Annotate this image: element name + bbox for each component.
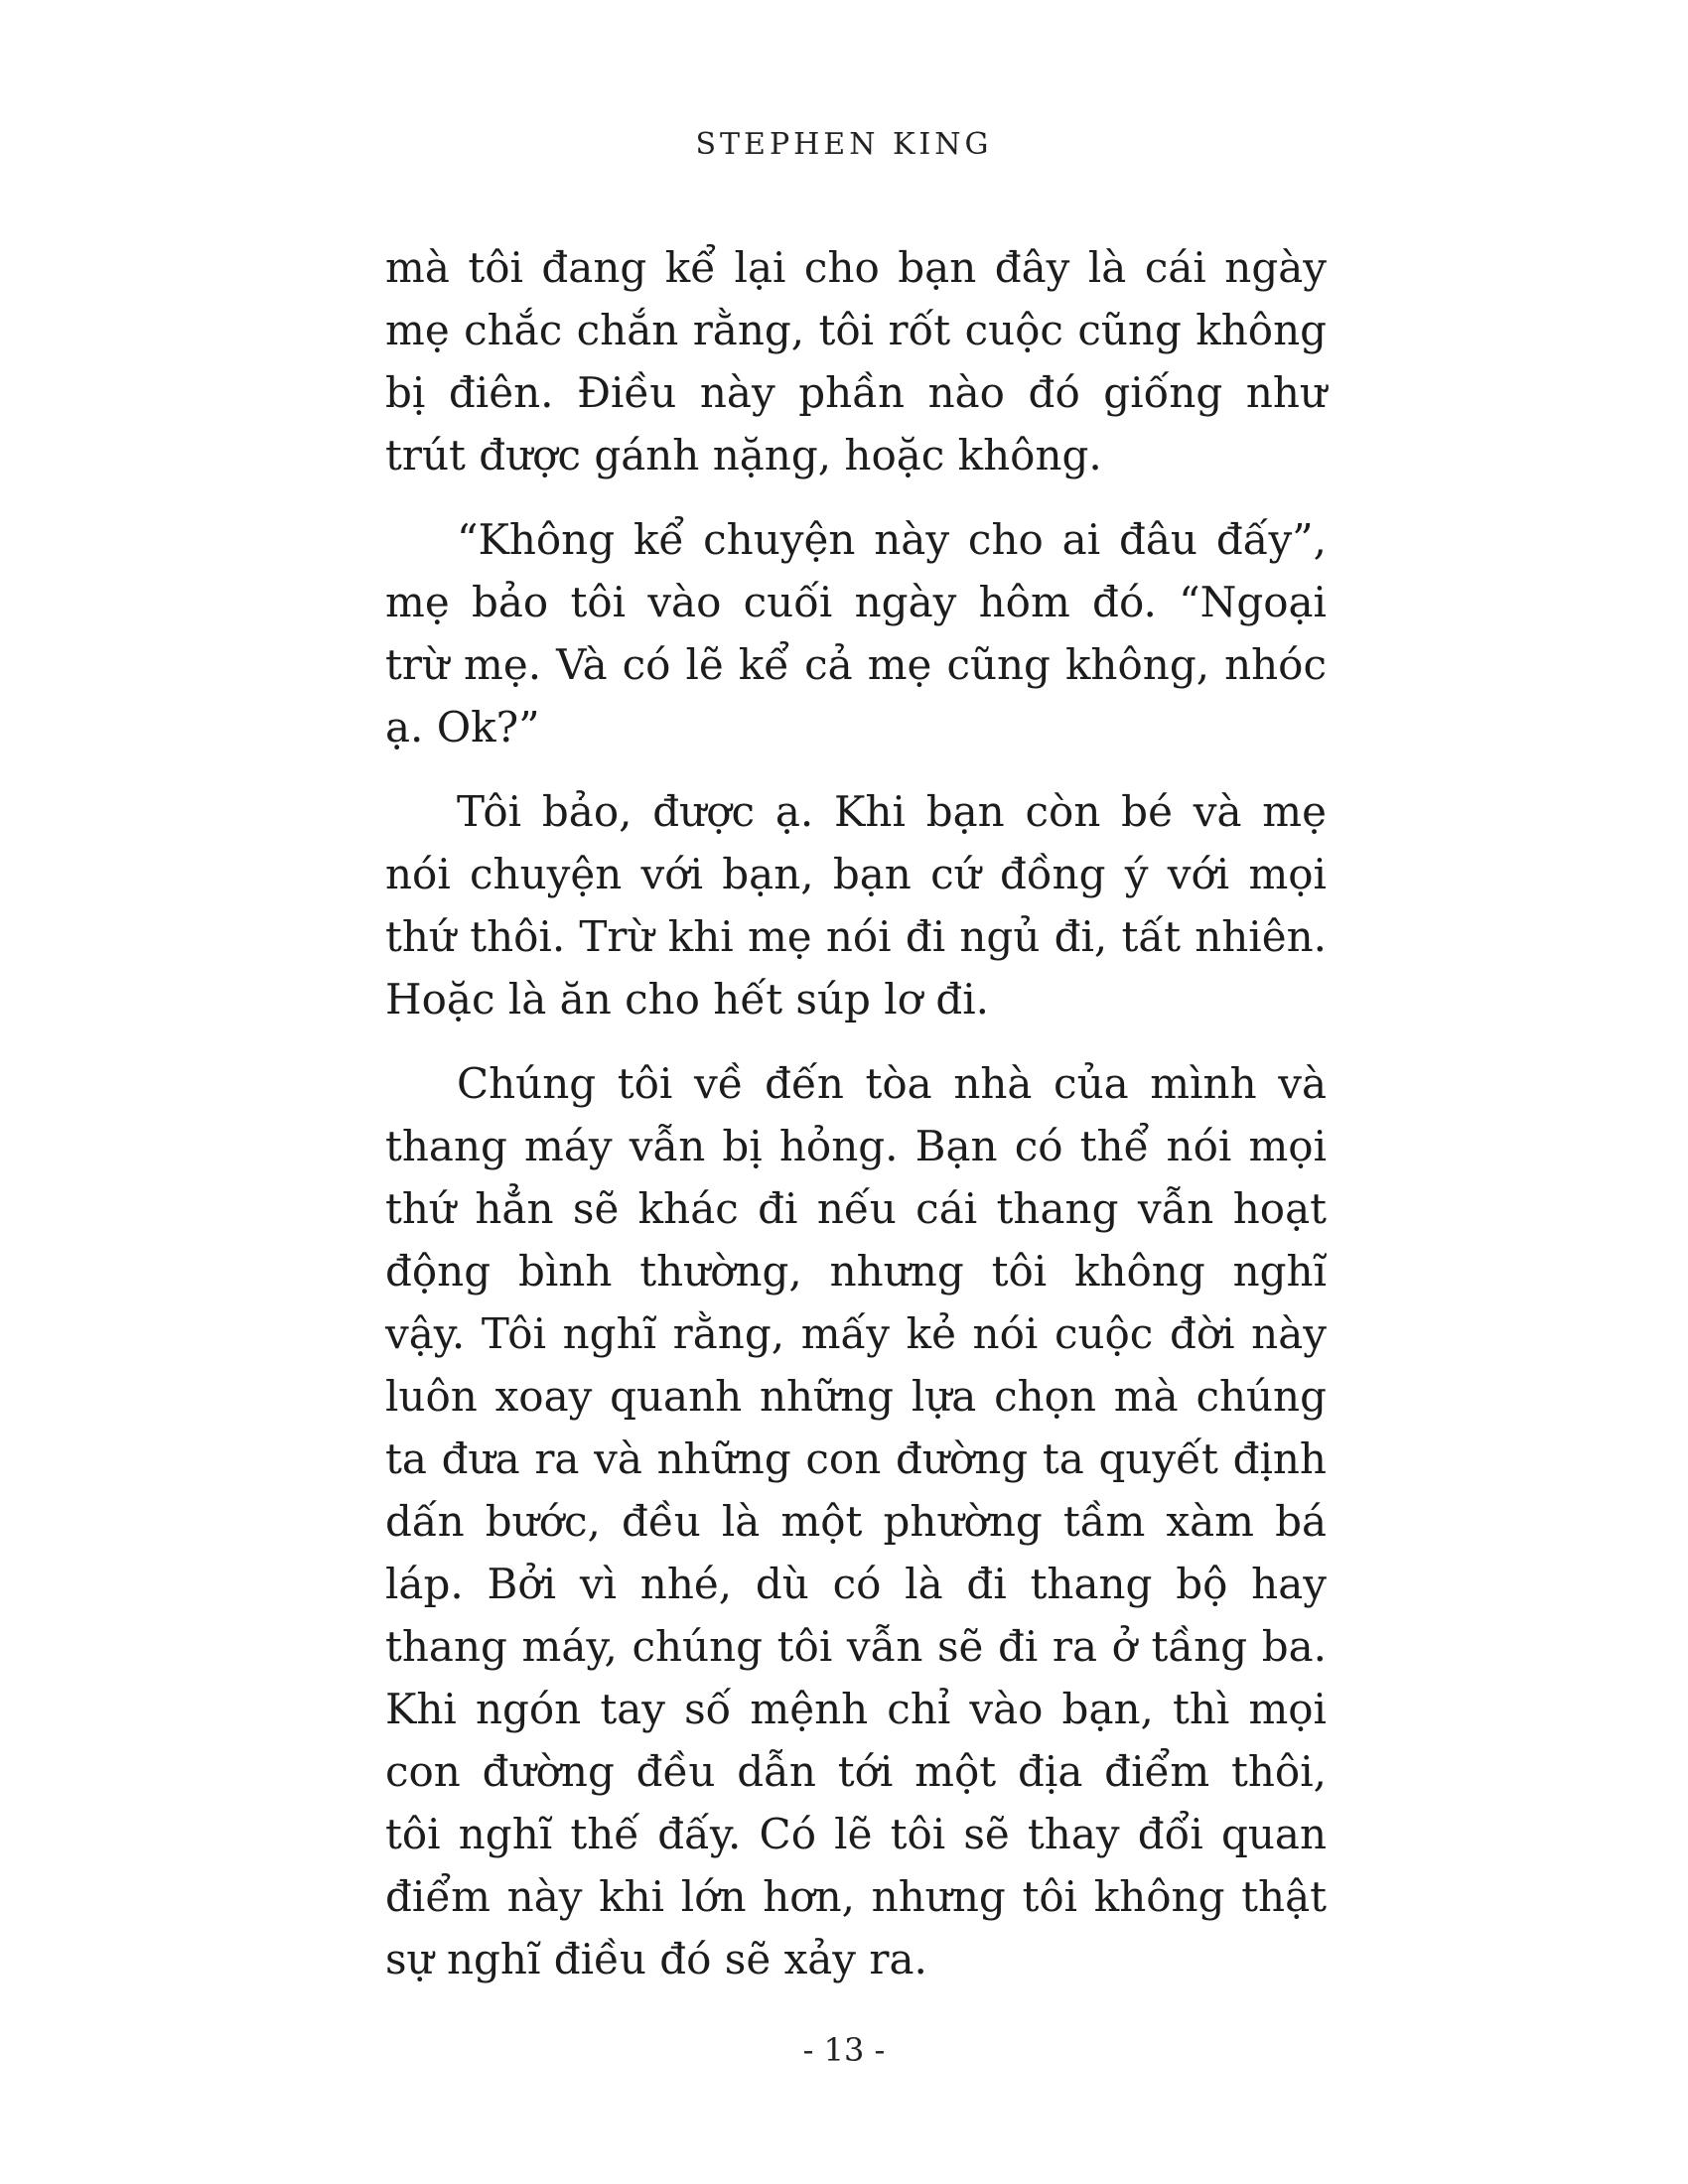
body-paragraph: Chúng tôi về đến tòa nhà của mình và thang máy vẫn bị hỏng. Bạn có thể nói mọi thứ hẳn sẽ khác đi nếu cái thang vẫn hoạt động bình thường, nhưng tôi không nghĩ vậy. Tôi nghĩ rằng, mấy kẻ nói cuộc đời này luôn xoay quanh những lựa chọn mà chúng ta đưa ra và những con đường ta quyết định dấn bước, đều là một phường tầm xàm bá láp. Bởi vì nhé, dù có là đi thang bộ hay thang máy, chúng tôi vẫn sẽ đi ra ở tầng ba. Khi ngón tay số mệnh chỉ vào bạn, thì mọi con đường đều dẫn tới một địa điểm thôi, tôi nghĩ thế đấy. Có lẽ tôi sẽ thay đổi quan điểm này khi lớn hơn, nhưng tôi không thật sự nghĩ điều đó sẽ xảy ra. xyxy=(385,1059,1327,1983)
body-paragraph: mà tôi đang kể lại cho bạn đây là cái ngày mẹ chắc chắn rằng, tôi rốt cuộc cũng không bị điên. Điều này phần nào đó giống như trút được gánh nặng, hoặc không. xyxy=(385,243,1327,479)
running-head-author: STEPHEN KING xyxy=(695,127,993,162)
body-paragraph: “Không kể chuyện này cho ai đâu đấy”, mẹ bảo tôi vào cuối ngày hôm đó. “Ngoại trừ mẹ. Và có lẽ kể cả mẹ cũng không, nhóc ạ. Ok?” xyxy=(385,515,1327,751)
body-text-block xyxy=(385,236,1327,2012)
page-number: - 13 - xyxy=(802,2031,886,2069)
body-paragraph: Tôi bảo, được ạ. Khi bạn còn bé và mẹ nói chuyện với bạn, bạn cứ đồng ý với mọi thứ thôi. Trừ khi mẹ nói đi ngủ đi, tất nhiên. Hoặc là ăn cho hết súp lơ đi. xyxy=(385,787,1327,1024)
